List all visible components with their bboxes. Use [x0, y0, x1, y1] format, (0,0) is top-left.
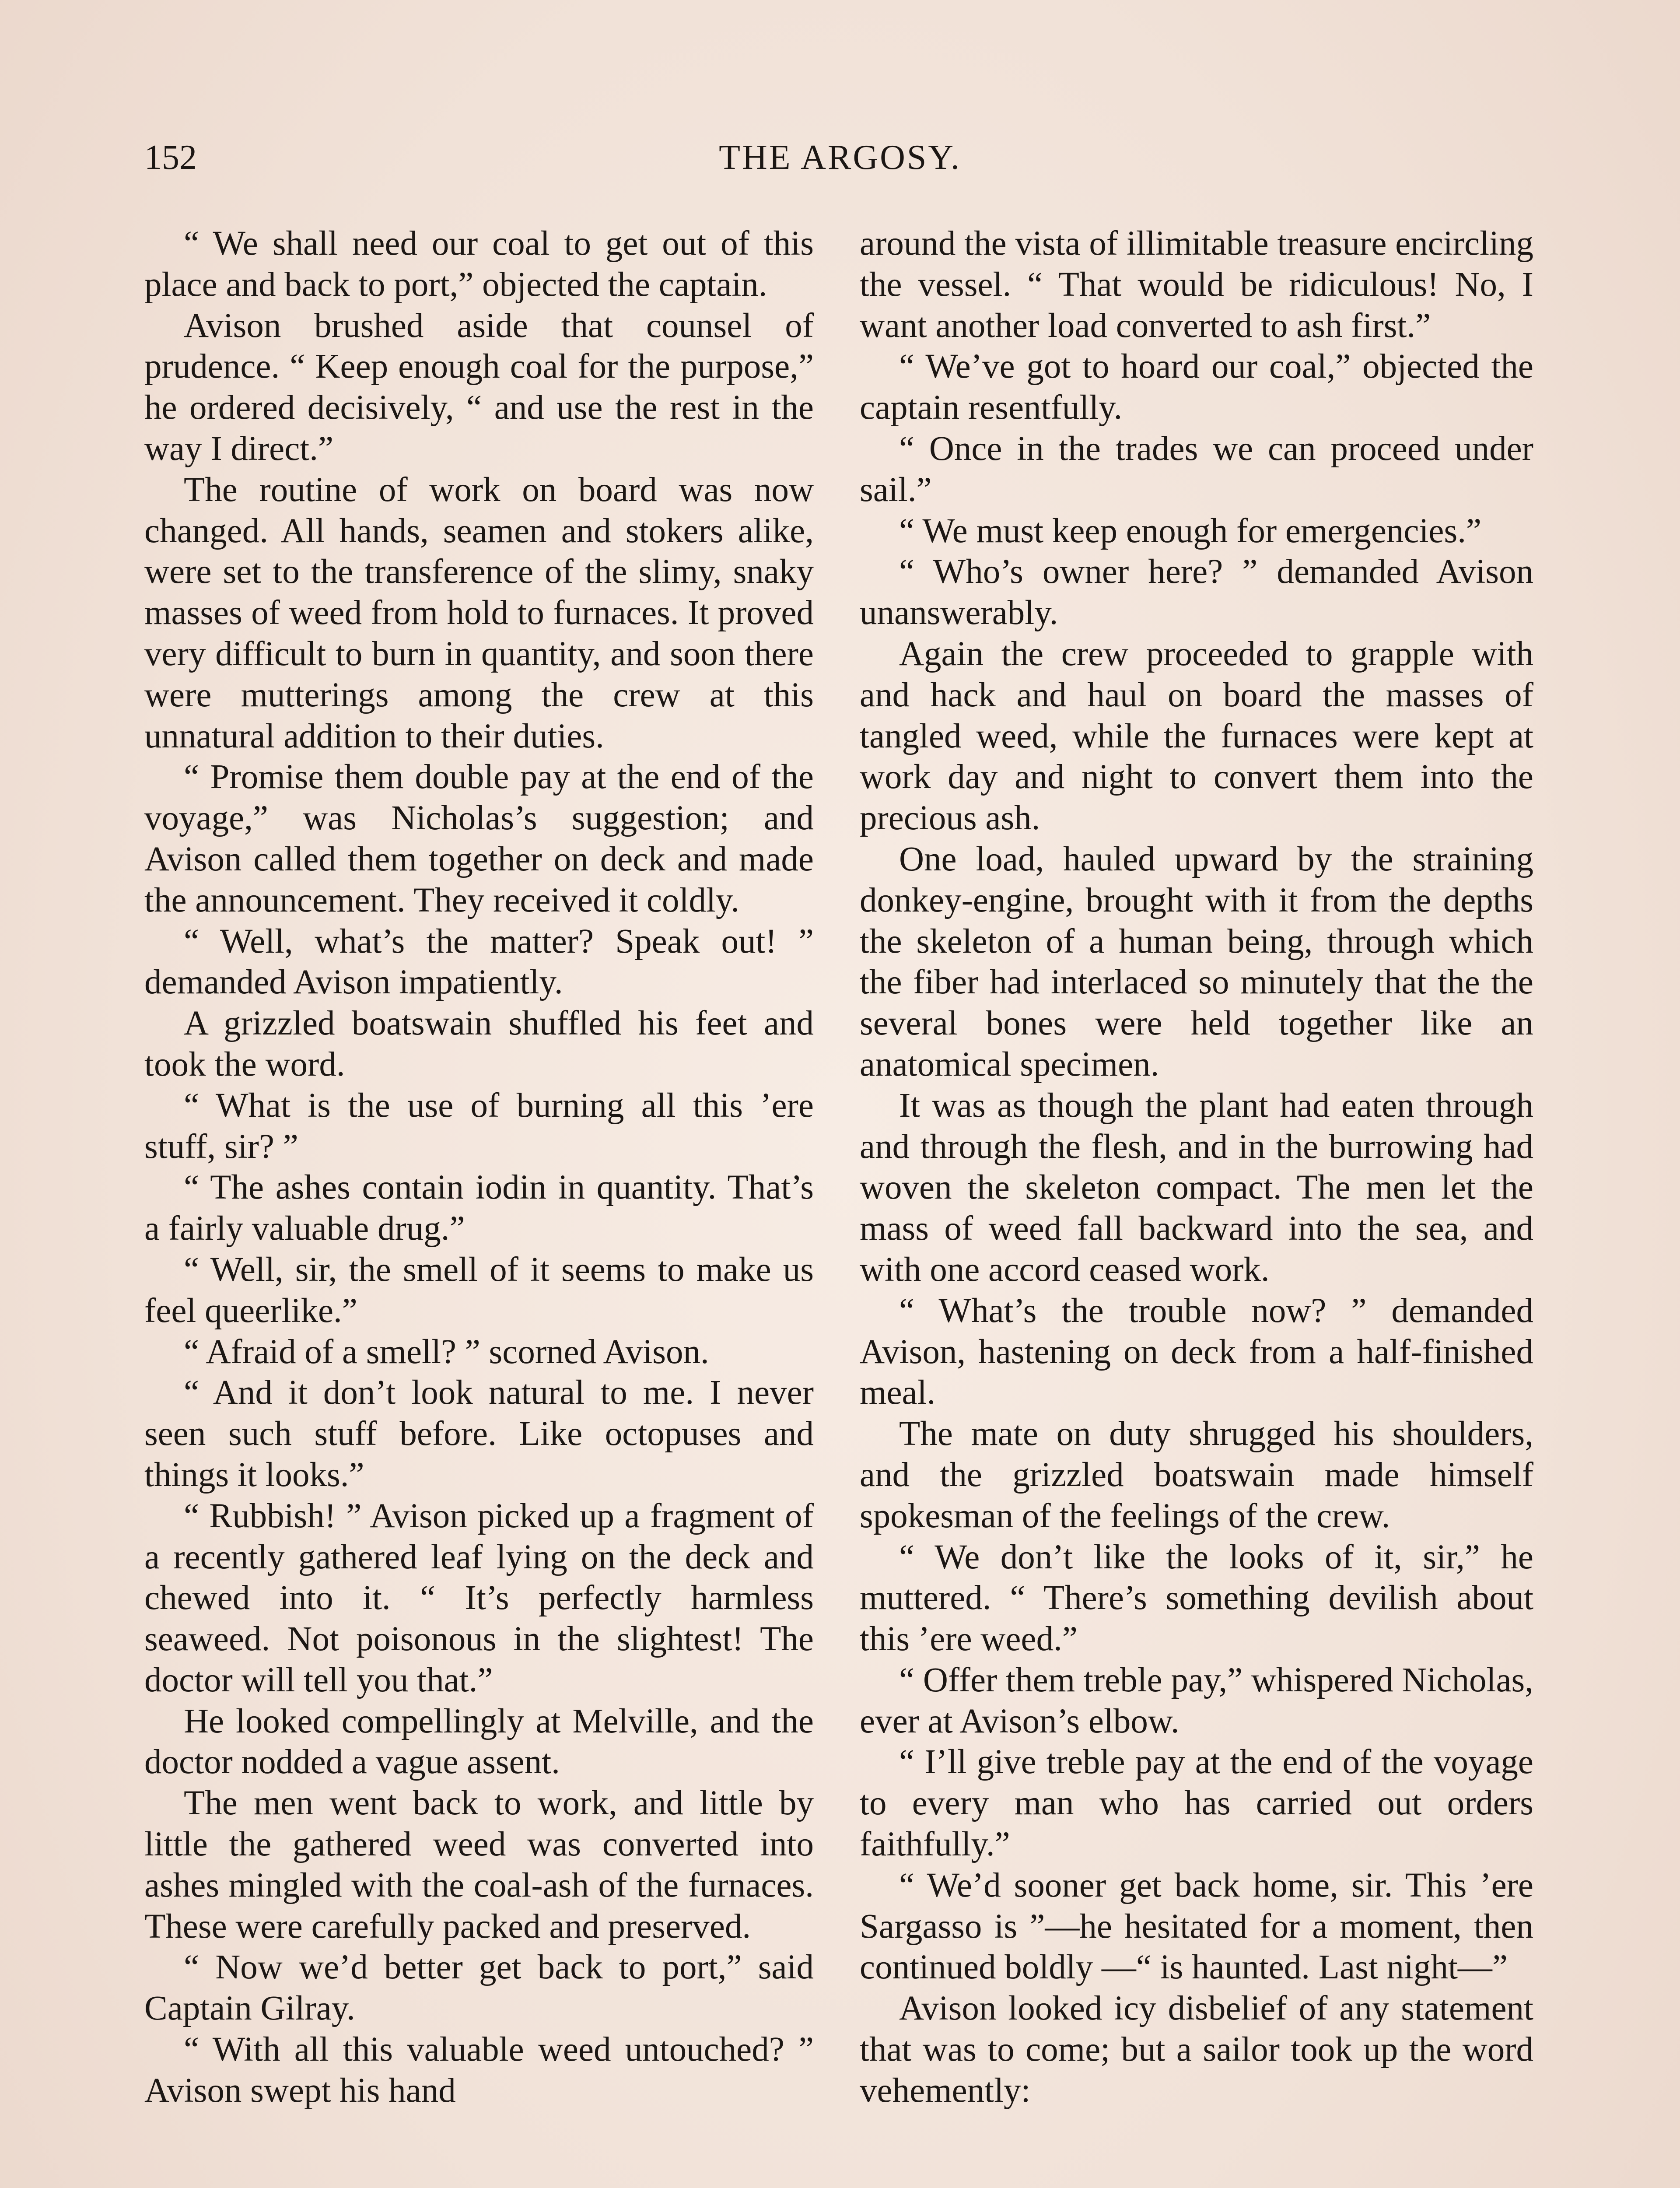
- paragraph: “ We shall need our coal to get out of this place and back to port,” objected the captain.: [144, 224, 814, 304]
- paragraph: “ Rubbish! ” Avison picked up a fragment of a recently gathered leaf lying on the deck and chewed into it. “ It’s perfectly harmless seaweed. Not poisonous in the slightest! The doctor will tell you that.”: [144, 1497, 814, 1699]
- paragraph: “ We’d sooner get back home, sir. This ’ere Sargasso is ”—he hesitated for a moment, then continued boldly —“ is haunted. Last night—”: [860, 1866, 1533, 1987]
- paragraph: “ Well, what’s the matter? Speak out! ” demanded Avison impatiently.: [144, 922, 814, 1002]
- paragraph: “ We must keep enough for emergencies.”: [899, 512, 1482, 550]
- paragraph: The mate on duty shrugged his shoulders, and the grizzled boatswain made himself spokesman of the feelings of the crew.: [860, 1415, 1533, 1535]
- paragraph: “ Offer them treble pay,” whispered Nicholas, ever at Avison’s elbow.: [860, 1661, 1533, 1740]
- paragraph: It was as though the plant had eaten through and through the flesh, and in the burrowing had woven the skeleton compact. The men let the mass of weed fall backward into the sea, and with one accord ceased work.: [860, 1086, 1533, 1289]
- paragraph: “ What is the use of burning all this ’ere stuff, sir? ”: [144, 1086, 814, 1166]
- paragraph: “ Who’s owner here? ” demanded Avison unanswerably.: [860, 553, 1533, 632]
- page-number: 152: [144, 138, 197, 177]
- running-head: THE ARGOSY.: [719, 138, 961, 177]
- paragraph: “ We don’t like the looks of it, sir,” he muttered. “ There’s something devilish about this ’ere weed.”: [860, 1538, 1533, 1659]
- right-column: [860, 223, 1533, 2188]
- paragraph: Avison looked icy disbelief of any statement that was to come; but a sailor took up the word vehemently:: [860, 1989, 1533, 2110]
- paragraph: Again the crew proceeded to grapple with and hack and haul on board the masses of tangled weed, while the furnaces were kept at work day and night to convert them into the precious ash.: [860, 635, 1533, 838]
- paragraph: “ And it don’t look natural to me. I never seen such stuff before. Like octopuses and things it looks.”: [144, 1374, 814, 1494]
- paragraph: “ Well, sir, the smell of it seems to make us feel queerlike.”: [144, 1250, 814, 1330]
- paragraph: “ What’s the trouble now? ” demanded Avison, hastening on deck from a half-finished meal.: [860, 1291, 1533, 1412]
- paragraph: Avison brushed aside that counsel of prudence. “ Keep enough coal for the purpose,” he ordered decisively, “ and use the rest in the way I direct.”: [144, 306, 814, 468]
- left-column: [144, 223, 814, 2188]
- paragraph: “ Promise them double pay at the end of the voyage,” was Nicholas’s suggestion; and Avison called them together on deck and made the announcement. They received it coldly.: [144, 758, 814, 919]
- paragraph-continued: around the vista of illimitable treasure encircling the vessel. “ That would be ridiculous! No, I want another load converted to ash first.”: [860, 224, 1533, 345]
- paragraph: “ The ashes contain iodin in quantity. That’s a fairly valuable drug.”: [144, 1168, 814, 1248]
- paragraph: The routine of work on board was now changed. All hands, seamen and stokers alike, were set to the transference of the slimy, snaky masses of weed from hold to furnaces. It proved very difficult to burn in quantity, and soon there were mutterings among the crew at this unnatural addition to their duties.: [144, 470, 814, 755]
- page-header: [144, 131, 1536, 184]
- paragraph: “ Afraid of a smell? ” scorned Avison.: [184, 1332, 709, 1371]
- paragraph: One load, hauled upward by the straining donkey-engine, brought with it from the depths the skeleton of a human being, through which the fiber had interlaced so minutely that the the several bones were held together like an anatomical specimen.: [860, 840, 1533, 1083]
- paragraph: “ I’ll give treble pay at the end of the voyage to every man who has carried out orders faithfully.”: [860, 1743, 1533, 1864]
- paragraph: “ Now we’d better get back to port,” said Captain Gilray.: [144, 1948, 814, 2028]
- paragraph: “ We’ve got to hoard our coal,” objected the captain resentfully.: [860, 347, 1533, 427]
- paragraph: “ Once in the trades we can proceed under sail.”: [860, 429, 1533, 509]
- paragraph: The men went back to work, and little by little the gathered weed was converted into ashes mingled with the coal-ash of the furnaces. These were carefully packed and preserved.: [144, 1784, 814, 1946]
- paragraph: He looked compellingly at Melville, and the doctor nodded a vague assent.: [144, 1702, 814, 1781]
- paragraph: A grizzled boatswain shuffled his feet and took the word.: [144, 1004, 814, 1083]
- paragraph: “ With all this valuable weed untouched? ” Avison swept his hand: [144, 2030, 814, 2110]
